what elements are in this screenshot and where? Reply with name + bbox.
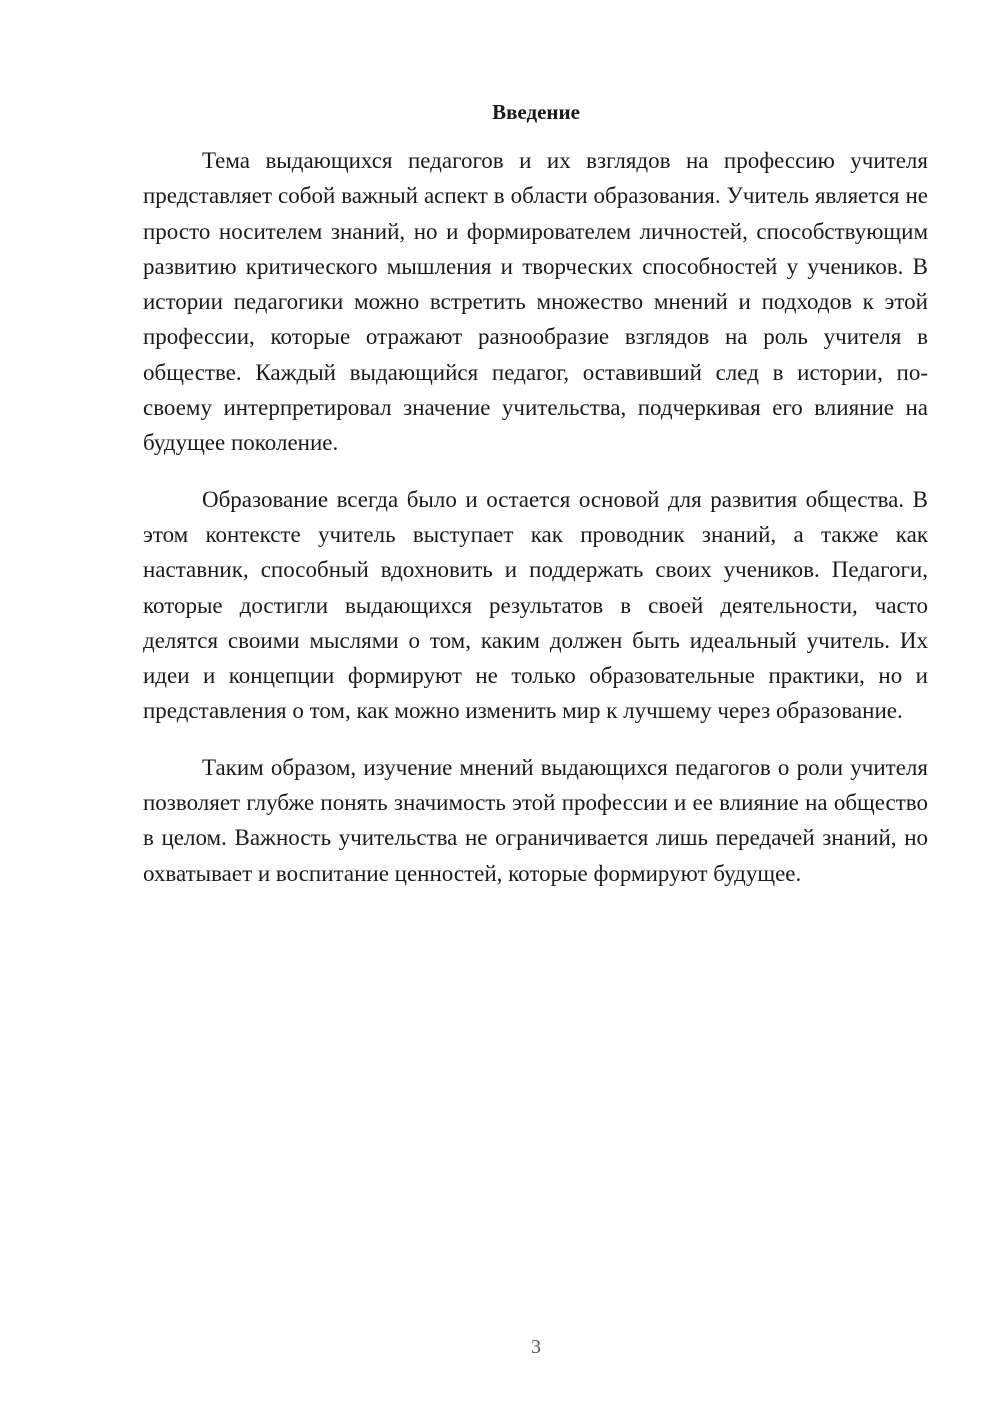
paragraph-2: Образование всегда было и остается основой для развития общества. В этом контексте учитель выступает как проводник знаний, а также как наставник, способный вдохновить и поддержать своих учеников. Педагоги, которые достигли выдающихся результатов в своей деятельности, часто делятся своими мыслями о том, каким должен быть идеальный учитель. Их идеи и концепции формируют не только образовательные практики, но и представления о том, как можно изменить мир к лучшему через образование. (143, 486, 928, 724)
page-number: 3 (531, 1336, 541, 1358)
section-heading: Введение (492, 100, 580, 124)
paragraph-3: Таким образом, изучение мнений выдающихся педагогов о роли учителя позволяет глубже понять значимость этой профессии и ее влияние на общество в целом. Важность учительства не ограничивается лишь передачей знаний, но охватывает и воспитание ценностей, которые формируют будущее. (143, 754, 928, 886)
paragraph-1: Тема выдающихся педагогов и их взглядов на профессию учителя представляет собой важный аспект в области образования. Учитель является не просто носителем знаний, но и формирователем личностей, способствующим развитию критического мышления и творческих способностей у учеников. В истории педагогики можно встретить множество мнений и подходов к этой профессии, которые отражают разнообразие взглядов на роль учителя в обществе. Каждый выдающийся педагог, оставивший след в истории, по-своему интерпретировал значение учительства, подчеркивая его влияние на будущее поколение. (143, 148, 928, 456)
body-text (143, 143, 928, 891)
